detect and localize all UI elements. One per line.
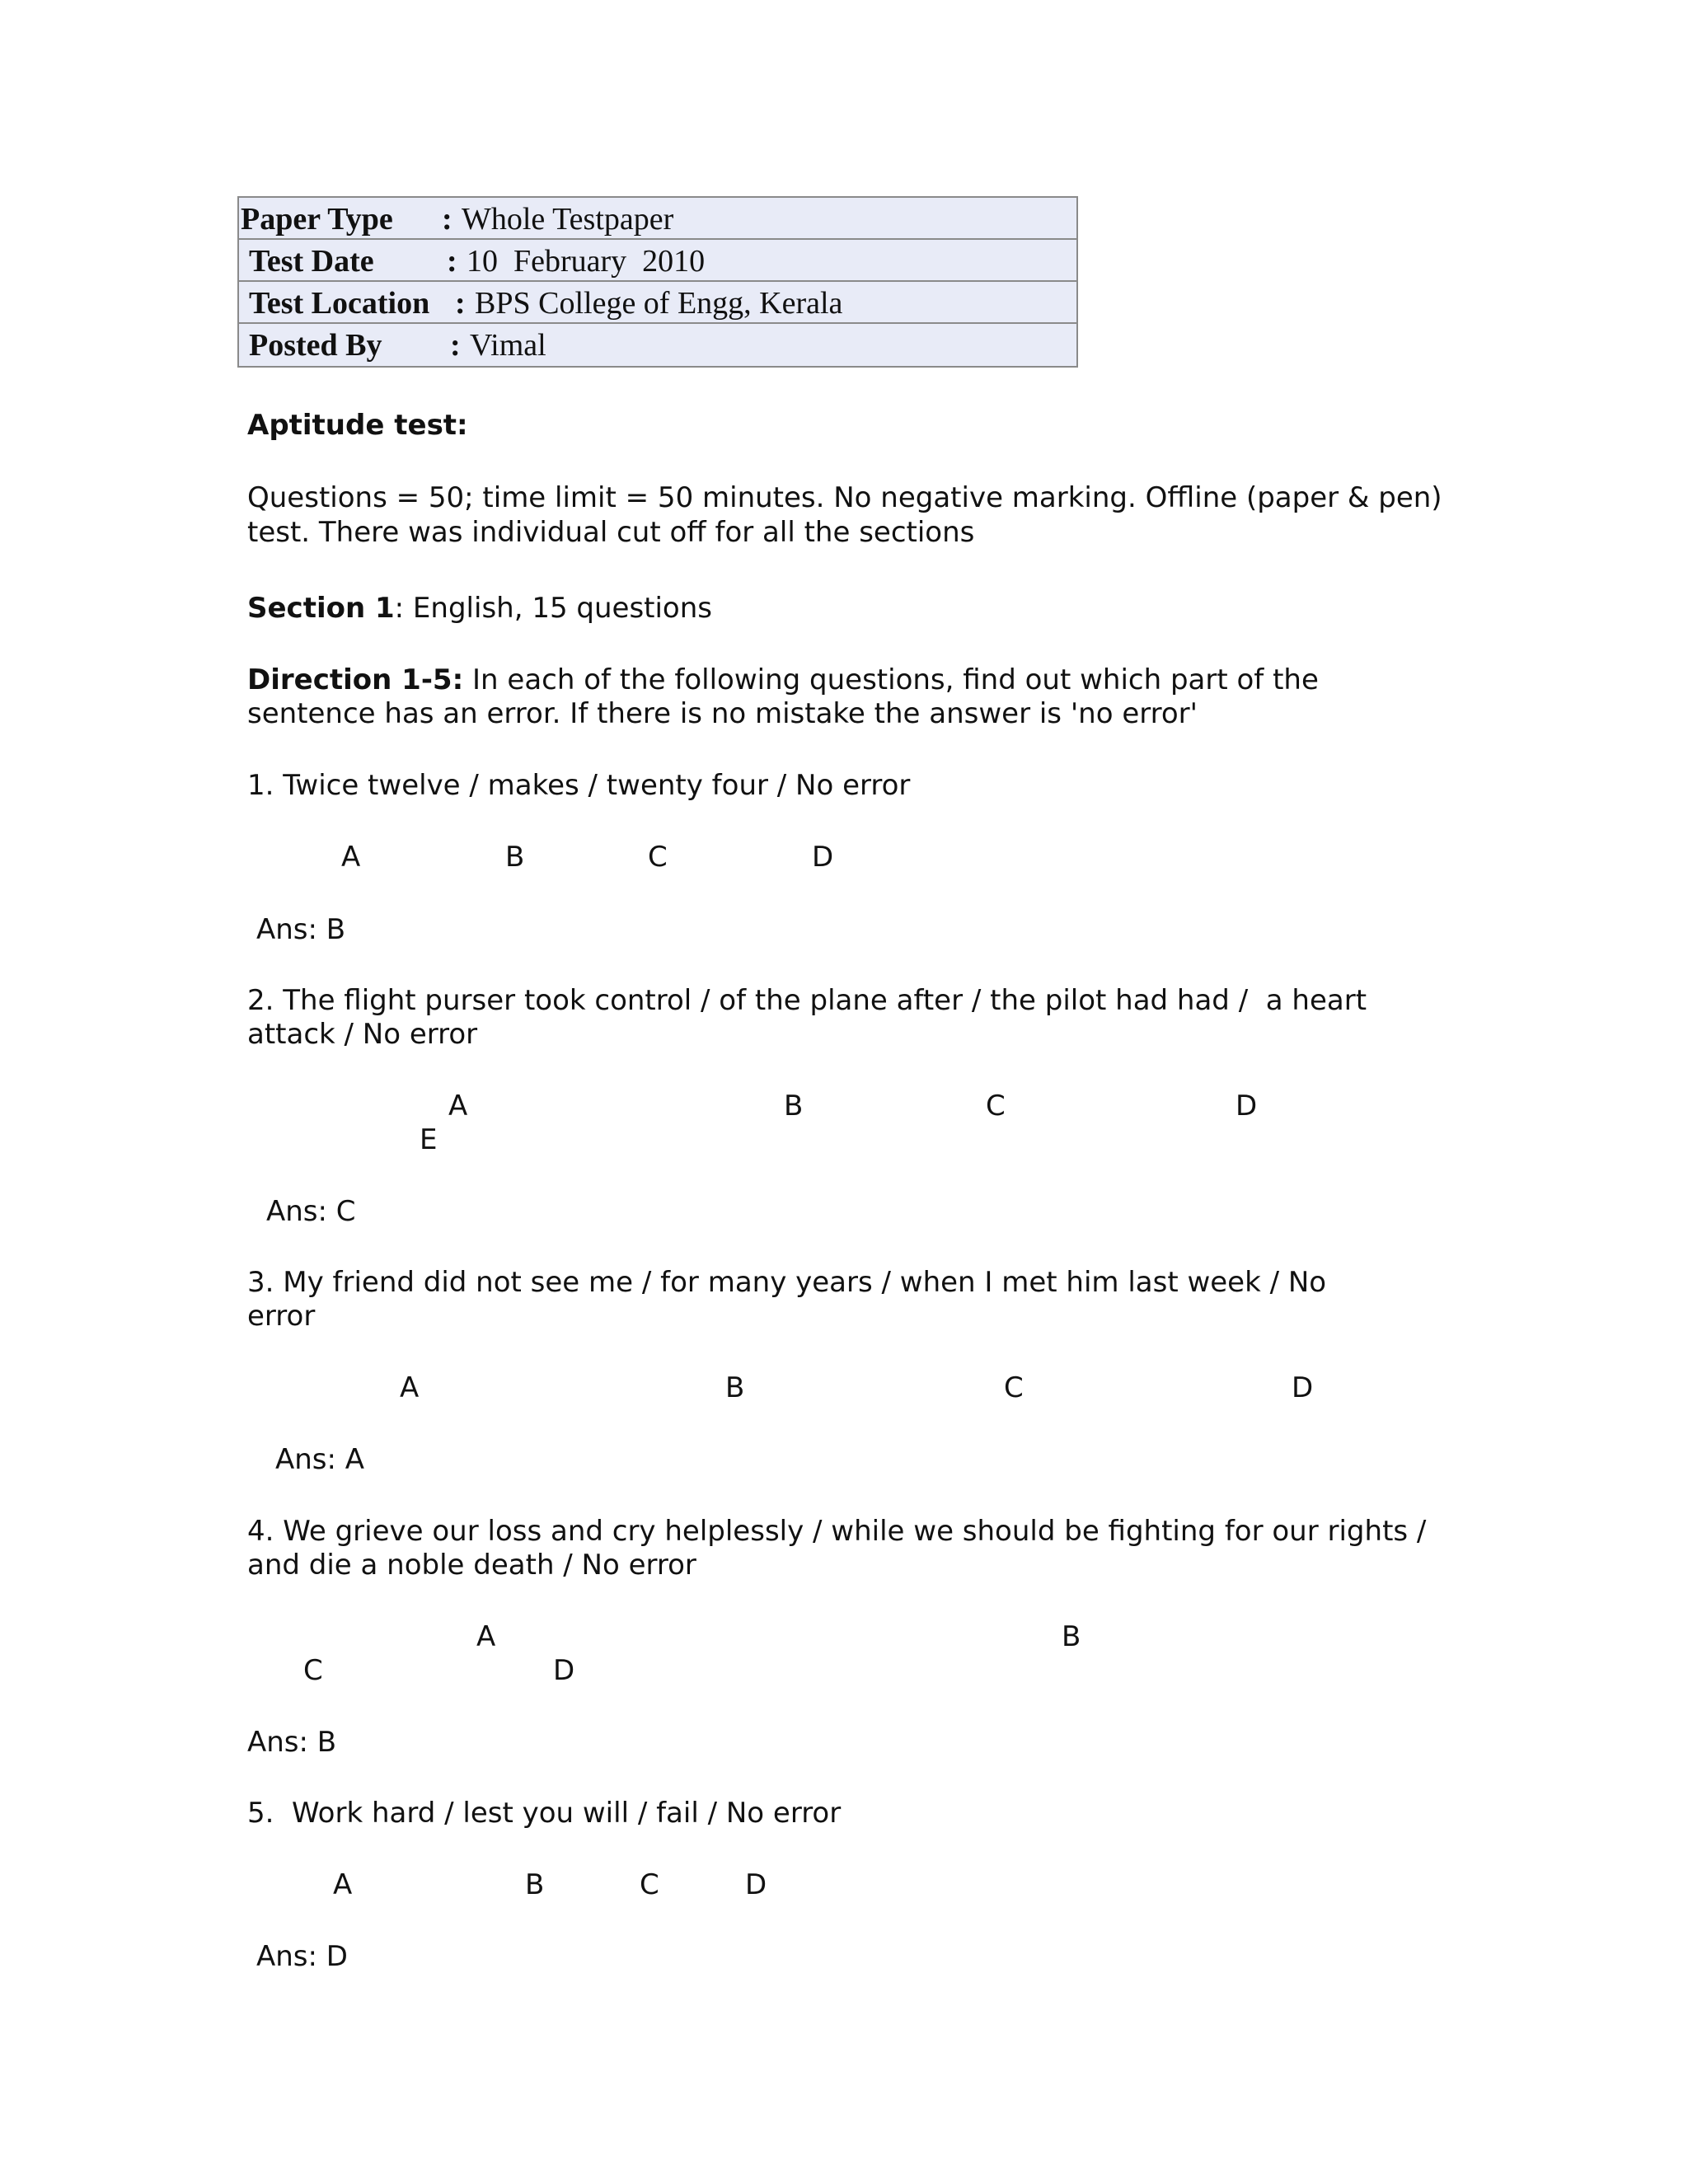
question-5-option-c: C xyxy=(640,1868,659,1901)
info-row-test-date xyxy=(239,240,1076,282)
info-colon: : xyxy=(447,244,457,279)
info-colon: : xyxy=(450,328,461,363)
question-1-option-d: D xyxy=(812,841,834,874)
info-value: Vimal xyxy=(470,328,546,363)
question-4-option-b: B xyxy=(1062,1620,1081,1653)
question-4-option-a: A xyxy=(476,1620,496,1653)
section-description: : English, 15 questions xyxy=(394,592,712,625)
question-1-answer: Ans: B xyxy=(256,913,346,946)
info-label: Test Location xyxy=(249,286,430,321)
section-heading xyxy=(247,592,712,626)
question-2-option-a: A xyxy=(448,1090,468,1122)
question-1-option-c: C xyxy=(648,841,668,874)
direction-line-2: sentence has an error. If there is no mistake the answer is 'no error' xyxy=(247,697,1198,730)
question-3-option-d: D xyxy=(1292,1371,1314,1404)
intro-line-1: Questions = 50; time limit = 50 minutes. No negative marking. Offline (paper & pen) xyxy=(247,481,1442,514)
question-4-line-1: 4. We grieve our loss and cry helplessly / while we should be fighting for our rights / xyxy=(247,1515,1427,1548)
info-colon: : xyxy=(455,286,466,321)
info-row-test-location xyxy=(239,282,1076,324)
info-colon: : xyxy=(442,202,452,237)
question-4-option-c: C xyxy=(303,1654,323,1687)
info-row-paper-type xyxy=(239,198,1076,240)
question-5-option-a: A xyxy=(333,1868,353,1901)
info-value: BPS College of Engg, Kerala xyxy=(475,286,843,321)
question-4-line-2: and die a noble death / No error xyxy=(247,1549,696,1582)
question-1-line-1: 1. Twice twelve / makes / twenty four / No error xyxy=(247,769,911,802)
question-2-answer: Ans: C xyxy=(266,1195,356,1228)
question-2-option-c: C xyxy=(986,1090,1006,1122)
info-label: Test Date xyxy=(249,244,374,279)
question-3-line-1: 3. My friend did not see me / for many years / when I met him last week / No xyxy=(247,1266,1327,1299)
question-3-answer: Ans: A xyxy=(275,1443,365,1476)
question-3-option-c: C xyxy=(1004,1371,1024,1404)
intro-line-2: test. There was individual cut off for all the sections xyxy=(247,516,975,549)
direction-line-1 xyxy=(247,663,1319,697)
question-2-line-1: 2. The flight purser took control / of the plane after / the pilot had had / a heart xyxy=(247,984,1367,1017)
question-4-answer: Ans: B xyxy=(247,1726,337,1759)
direction-text: In each of the following questions, find out which part of the xyxy=(463,663,1319,696)
question-5-option-d: D xyxy=(745,1868,767,1901)
question-5-line-1: 5. Work hard / lest you will / fail / No error xyxy=(247,1797,842,1830)
info-label: Posted By xyxy=(249,328,382,363)
question-5-option-b: B xyxy=(525,1868,545,1901)
section-label: Section 1 xyxy=(247,592,395,625)
question-3-option-b: B xyxy=(725,1371,745,1404)
direction-label: Direction 1-5: xyxy=(247,663,464,696)
info-value: Whole Testpaper xyxy=(462,202,674,237)
question-3-option-a: A xyxy=(400,1371,420,1404)
info-table xyxy=(237,196,1078,368)
question-2-line-2: attack / No error xyxy=(247,1018,478,1051)
question-2-option-b: B xyxy=(784,1090,804,1122)
question-5-answer: Ans: D xyxy=(256,1940,348,1973)
info-row-posted-by xyxy=(239,324,1076,366)
question-2-option-d: D xyxy=(1236,1090,1258,1122)
question-3-line-2: error xyxy=(247,1300,316,1333)
question-4-option-d: D xyxy=(553,1654,575,1687)
page-heading: Aptitude test: xyxy=(247,409,468,442)
question-1-option-a: A xyxy=(341,841,361,874)
question-1-option-b: B xyxy=(505,841,525,874)
info-value: 10 February 2010 xyxy=(467,244,706,279)
question-2-option-e: E xyxy=(420,1123,438,1156)
info-label: Paper Type xyxy=(241,202,393,237)
